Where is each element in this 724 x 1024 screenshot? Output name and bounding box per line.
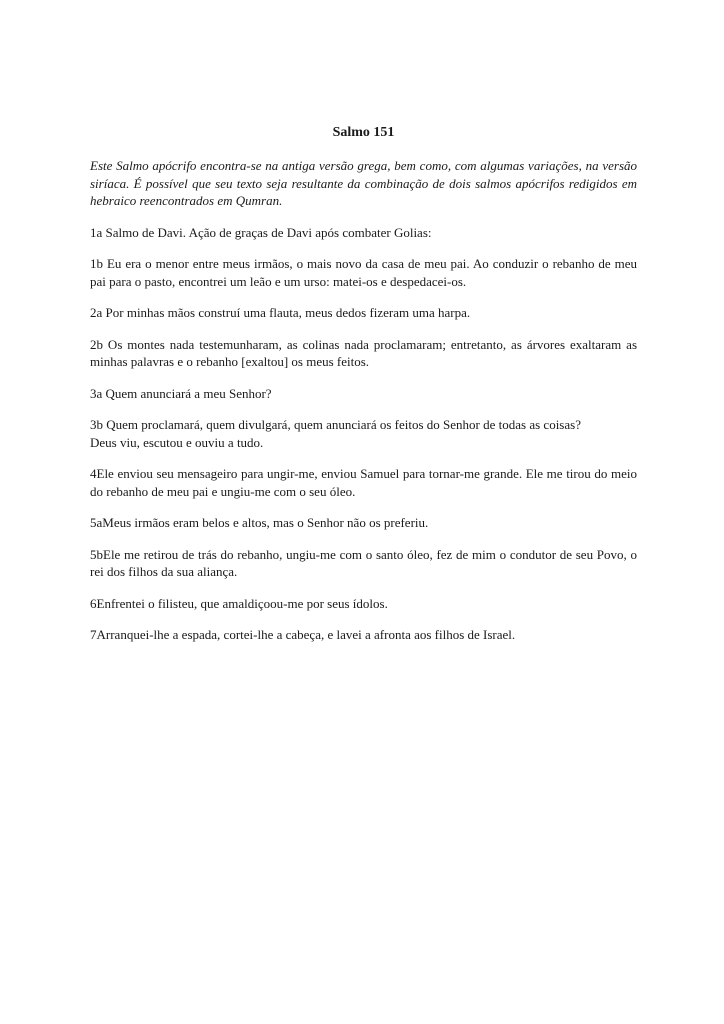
verse-1b: 1b Eu era o menor entre meus irmãos, o mais novo da casa de meu pai. Ao conduzir o rebanho de meu pai para o pasto, encontrei um leão e um urso: matei-os e despedacei-os. [90, 256, 637, 289]
verse-3b-line-2: Deus viu, escutou e ouviu a tudo. [90, 434, 264, 450]
verse-4: 4Ele enviou seu mensageiro para ungir-me, enviou Samuel para tornar-me grande. Ele me tirou do meio do rebanho de meu pai e ungiu-me com o seu óleo. [90, 466, 637, 499]
verse-3a: 3a Quem anunciará a meu Senhor? [90, 385, 272, 401]
verse-5b: 5bEle me retirou de trás do rebanho, ungiu-me com o santo óleo, fez de mim o condutor de seu Povo, o rei dos filhos da sua aliança. [90, 546, 637, 579]
verse-5a: 5aMeus irmãos eram belos e altos, mas o Senhor não os preferiu. [90, 515, 429, 530]
verse-6: 6Enfrentei o filisteu, que amaldiçoou-me por seus ídolos. [90, 595, 388, 611]
document-page [90, 124, 637, 658]
verse-2b: 2b Os montes nada testemunharam, as colinas nada proclamaram; entretanto, as árvores exaltaram as minhas palavras e o rebanho [exaltou] os meus feitos. [90, 336, 637, 369]
verse-3b-line-1: 3b Quem proclamará, quem divulgará, quem anunciará os feitos do Senhor de todas as coisas? [90, 417, 581, 432]
page-title: Salmo 151 [332, 125, 395, 140]
intro-paragraph: Este Salmo apócrifo encontra-se na antiga versão grega, bem como, com algumas variações, na versão siríaca. É possível que seu texto seja resultante da combinação de dois salmos apócrifos redigidos em hebraico reencontrados em Qumran. [90, 158, 637, 208]
verse-3b [90, 416, 637, 451]
verse-2a: 2a Por minhas mãos construí uma flauta, meus dedos fizeram uma harpa. [90, 305, 471, 320]
verse-7: 7Arranquei-lhe a espada, cortei-lhe a cabeça, e lavei a afronta aos filhos de Israel. [90, 627, 516, 642]
verse-1a: 1a Salmo de Davi. Ação de graças de Davi após combater Golias: [90, 224, 432, 240]
